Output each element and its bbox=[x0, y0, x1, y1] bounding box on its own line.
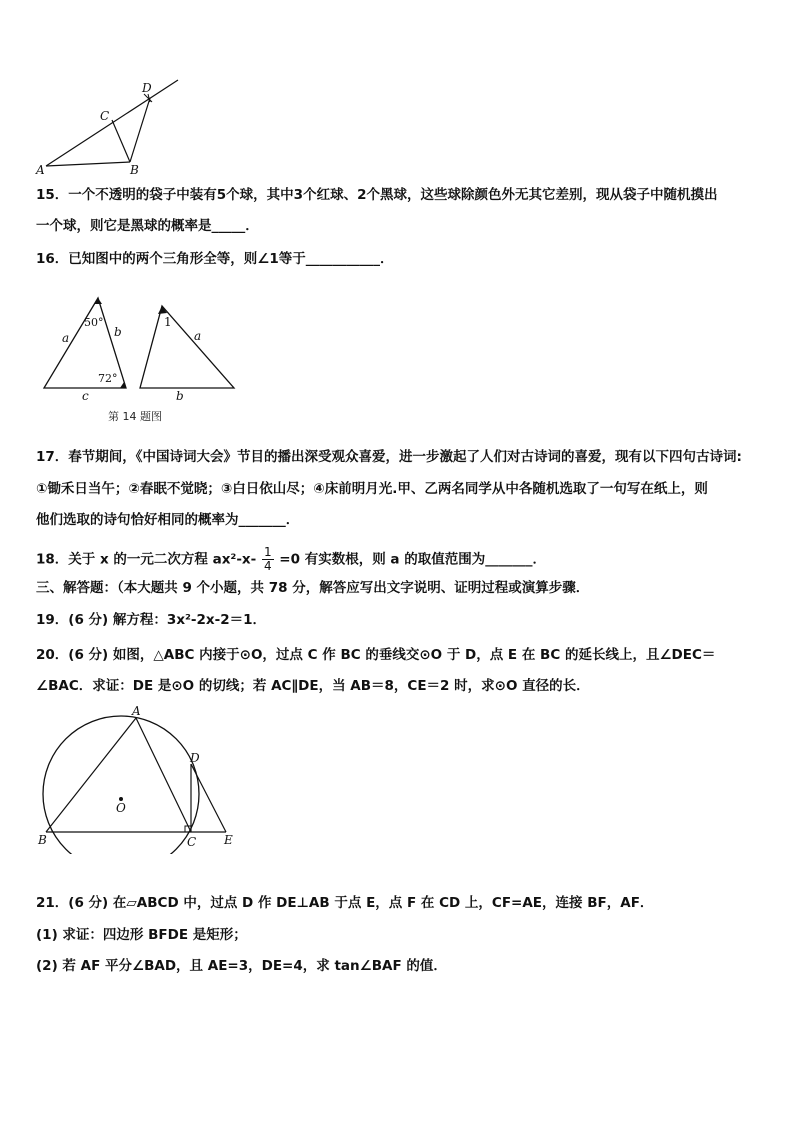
q16-line1: 16．已知图中的两个三角形全等，则∠1等于___________． bbox=[36, 251, 394, 267]
section-3-heading: 三、解答题：（本大题共 9 个小题，共 78 分，解答应写出文字说明、证明过程或演算步骤． bbox=[36, 580, 590, 596]
q19-line: 19．(6 分) 解方程：3x²-2x-2＝1． bbox=[36, 612, 267, 628]
q18-line bbox=[36, 546, 766, 573]
q15-line1: 15．一个不透明的袋子中装有5个球，其中3个红球、2个黑球，这些球除颜色外无其它差别，现从袋子中随机摸出 bbox=[36, 187, 718, 203]
q18-prefix: 18．关于 x 的一元二次方程 ax²-x- bbox=[36, 551, 257, 568]
point-label-c: C bbox=[100, 109, 110, 123]
side-label-right-a: a bbox=[194, 329, 202, 343]
q18-suffix: =0 有实数根，则 a 的取值范围为_______． bbox=[279, 551, 546, 568]
q21-line2: (1) 求证：四边形 BFDE 是矩形； bbox=[36, 927, 247, 943]
point-label-e: E bbox=[224, 833, 233, 847]
segment-ac bbox=[136, 718, 191, 832]
q17-line1: 17．春节期间，《中国诗词大会》节目的播出深受观众喜爱，进一步激起了人们对古诗词的喜爱，现有以下四句古诗词: bbox=[36, 449, 742, 465]
fraction-numerator: 1 bbox=[263, 545, 272, 559]
point-label-a: A bbox=[132, 704, 141, 718]
side-label-left-a: a bbox=[62, 331, 70, 345]
q21-line3: (2) 若 AF 平分∠BAD，且 AE=3，DE=4，求 tan∠BAF 的值． bbox=[36, 958, 447, 974]
angle-mark-top-left bbox=[94, 298, 102, 304]
segment-de bbox=[191, 764, 226, 832]
q20-line1: 20．(6 分) 如图，△ABC 内接于⊙O，过点 C 作 BC 的垂线交⊙O 于 D，点 E 在 BC 的延长线上，且∠DEC＝ bbox=[36, 647, 716, 663]
side-label-right-b: b bbox=[176, 389, 184, 402]
figure-congruent-triangles bbox=[36, 290, 246, 402]
q20-line2: ∠BAC．求证：DE 是⊙O 的切线；若 AC∥DE，当 AB＝8，CE＝2 时，求⊙O 直径的长． bbox=[36, 678, 590, 694]
side-label-left-c: c bbox=[82, 389, 89, 402]
point-label-a: A bbox=[36, 163, 45, 177]
figure-circle-triangle bbox=[36, 704, 246, 854]
q17-line2: ①锄禾日当午；②春眠不觉晓；③白日依山尽；④床前明月光.甲、乙两名同学从中各随机选取了一句写在纸上，则 bbox=[36, 481, 708, 497]
q21-line1: 21．(6 分) 在▱ABCD 中，过点 D 作 DE⊥AB 于点 E，点 F 在 CD 上，CF=AE，连接 BF，AF． bbox=[36, 895, 654, 911]
point-label-d: D bbox=[142, 81, 152, 95]
side-label-left-b: b bbox=[114, 325, 122, 339]
segment-db bbox=[130, 98, 150, 162]
point-label-c: C bbox=[187, 835, 197, 849]
segment-ab bbox=[46, 162, 130, 166]
angle-label-72: 72° bbox=[98, 372, 118, 385]
point-label-b: B bbox=[38, 833, 47, 847]
point-label-b: B bbox=[130, 163, 139, 177]
segment-cb bbox=[112, 120, 130, 162]
figure-ray-triangle bbox=[30, 72, 190, 182]
ray-line bbox=[46, 80, 178, 166]
angle-label-1: 1 bbox=[164, 315, 172, 329]
triangle-right bbox=[140, 306, 234, 388]
q18-fraction bbox=[262, 546, 274, 573]
angle-label-50: 50° bbox=[84, 316, 104, 329]
point-label-o: O bbox=[116, 801, 126, 815]
q15-line2: 一个球，则它是黑球的概率是_____． bbox=[36, 218, 259, 234]
q17-line3: 他们选取的诗句恰好相同的概率为_______． bbox=[36, 512, 300, 528]
fraction-denominator: 4 bbox=[263, 559, 272, 573]
figure-caption: 第 14 题图 bbox=[108, 410, 162, 423]
point-label-d: D bbox=[190, 751, 200, 765]
